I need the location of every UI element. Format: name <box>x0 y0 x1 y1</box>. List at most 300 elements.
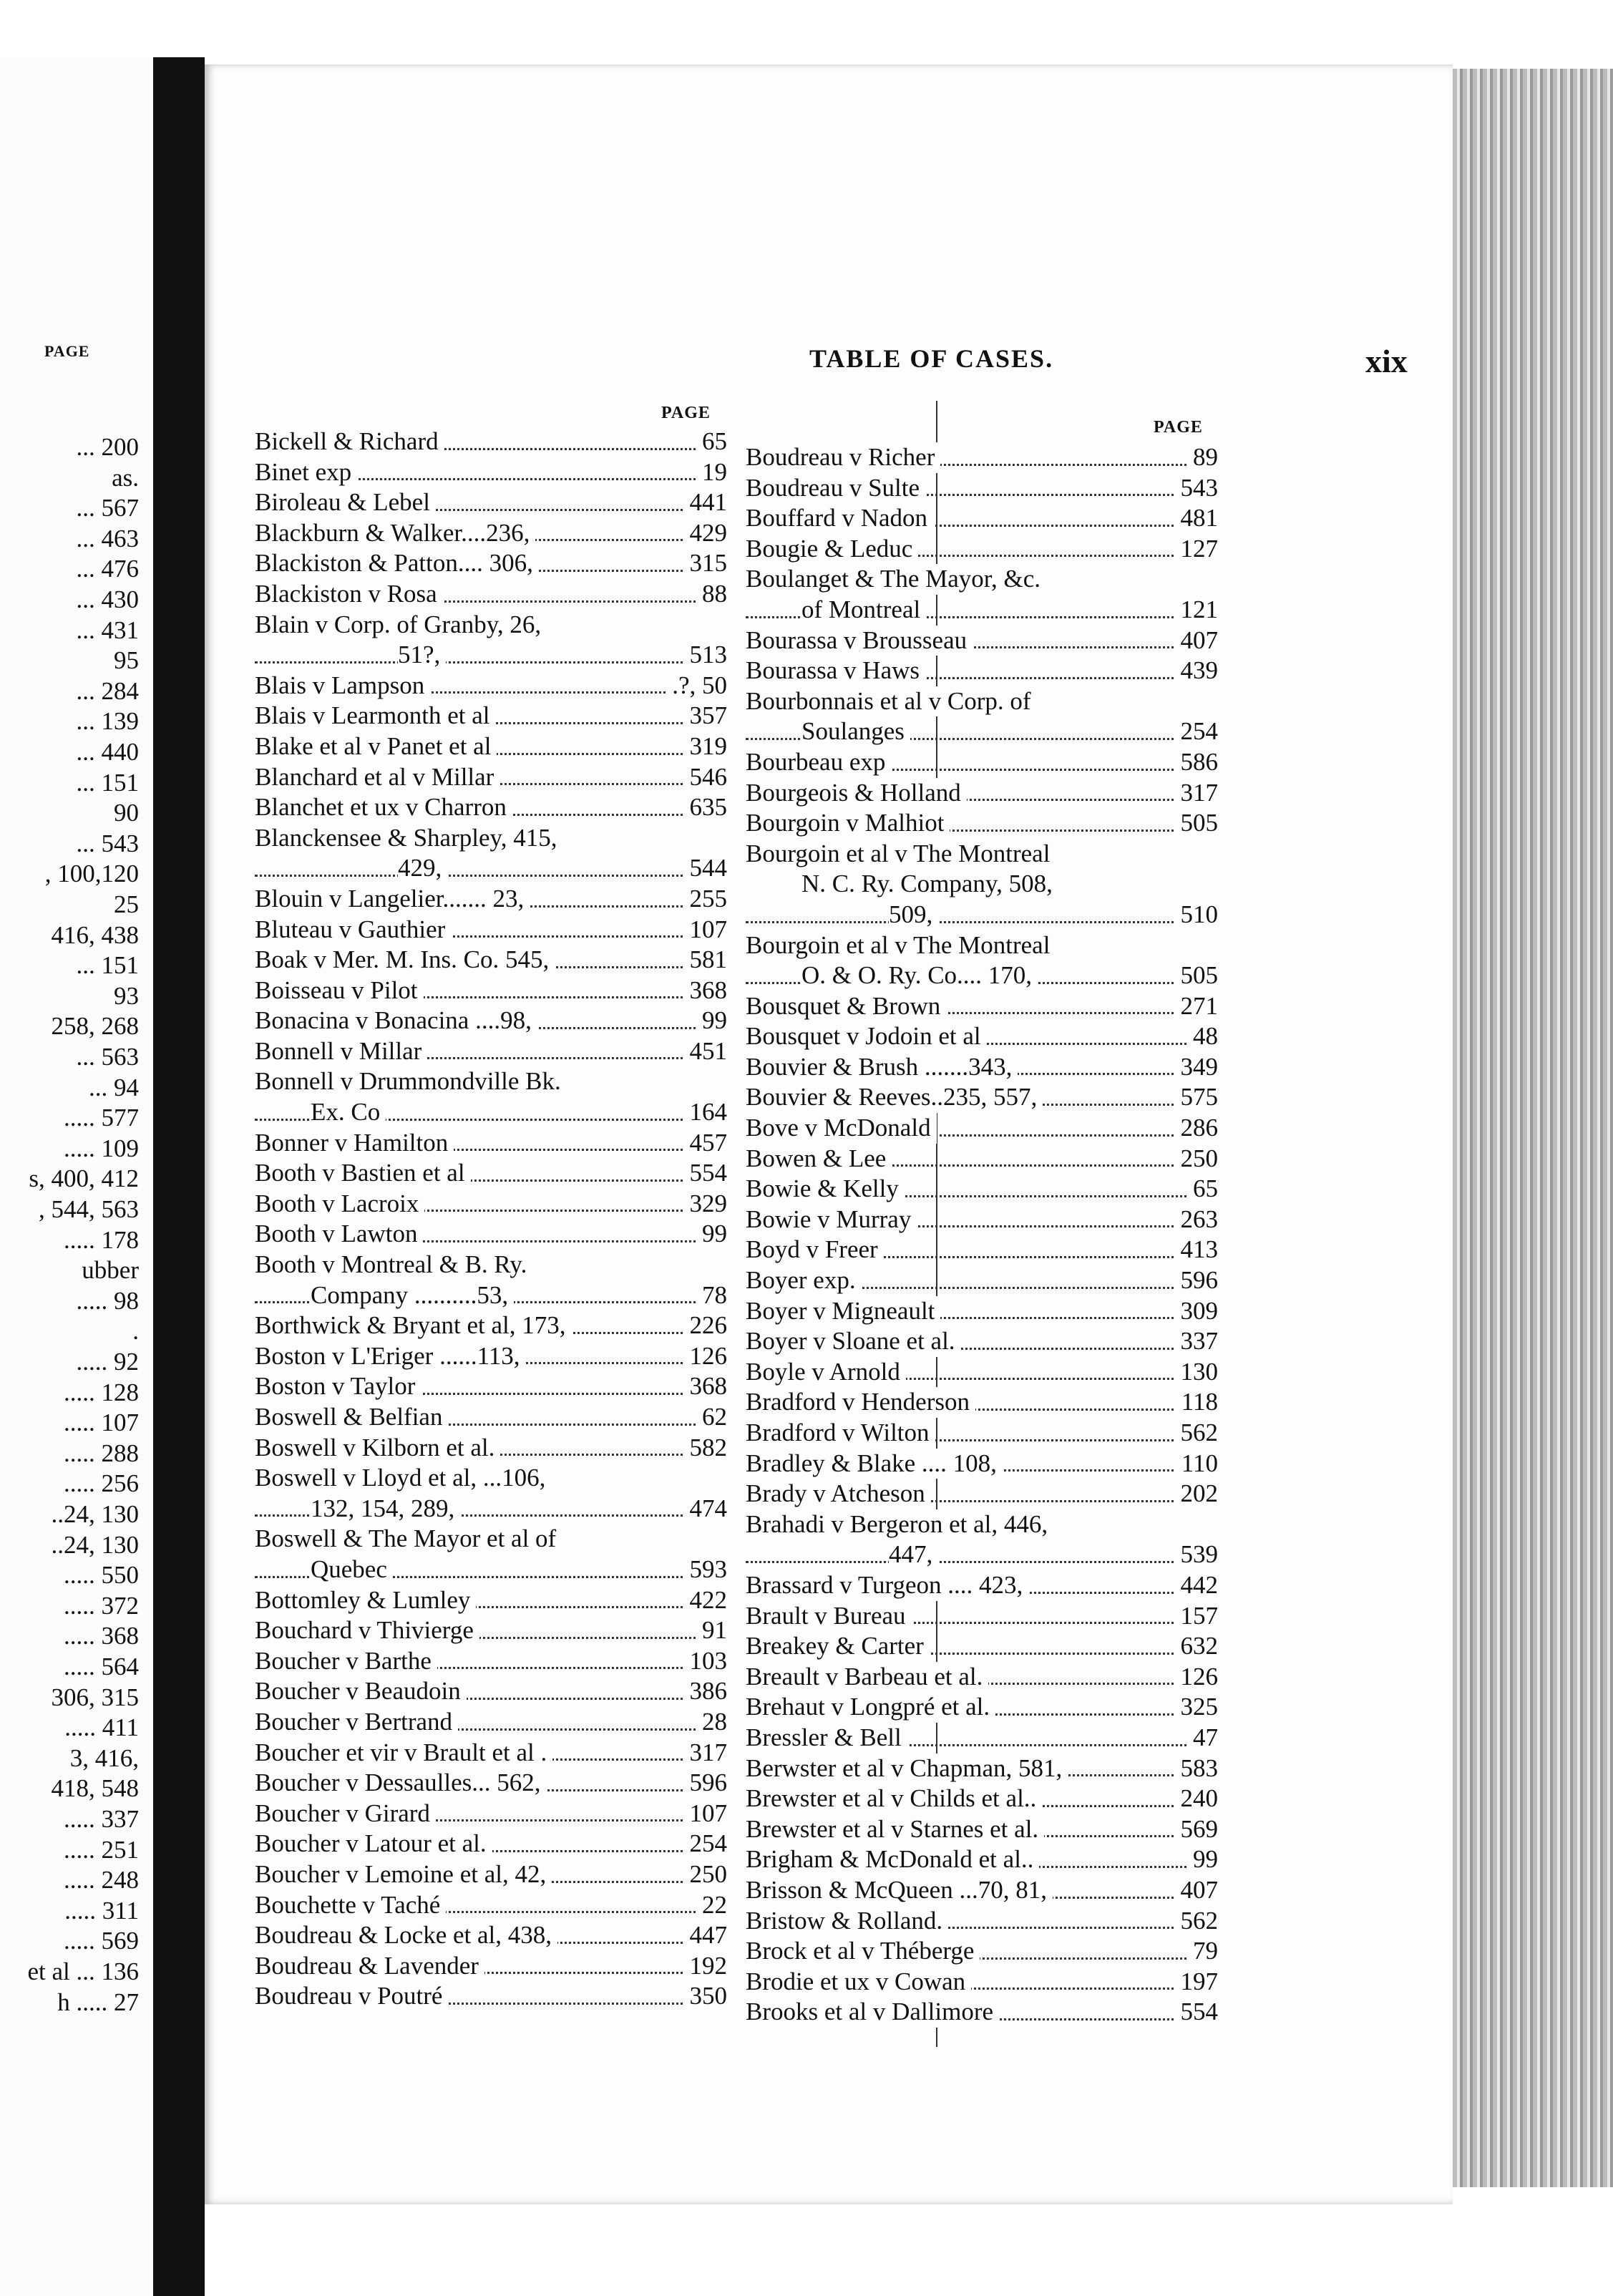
index-entry <box>255 1036 727 1067</box>
index-entry <box>746 960 1218 991</box>
index-entry <box>746 1082 1218 1113</box>
case-name: 447, <box>889 1539 938 1570</box>
case-name: Bourassa v Haws <box>746 656 925 686</box>
index-entry <box>255 1433 727 1464</box>
case-page-number: 575 <box>1175 1082 1219 1113</box>
facing-page-line: ... 151 <box>76 768 139 797</box>
case-name: Bourbeau exp <box>746 747 891 778</box>
case-page-number: 197 <box>1175 1967 1219 1998</box>
case-page-number: .?, 50 <box>666 671 727 701</box>
case-page-number: 79 <box>1187 1936 1218 1967</box>
case-name: Blackburn & Walker....236, <box>255 518 535 549</box>
facing-page-line: ... 463 <box>76 524 139 553</box>
case-page-number: 546 <box>684 762 728 793</box>
case-page-number: 286 <box>1175 1113 1219 1144</box>
case-page-number: 315 <box>684 548 728 579</box>
index-entry <box>746 716 1218 747</box>
case-name: Binet exp <box>255 457 357 488</box>
case-name: Bourgoin et al v The Montreal <box>746 930 1056 961</box>
case-page-number: 337 <box>1175 1326 1219 1357</box>
case-name: Quebec <box>311 1555 393 1585</box>
case-name: Ex. Co <box>311 1097 386 1128</box>
case-name: Bourassa v Brousseau <box>746 626 973 656</box>
case-page-number: 562 <box>1175 1418 1219 1449</box>
case-name: Biroleau & Lebel <box>255 487 436 518</box>
case-page-number: 368 <box>684 1371 728 1402</box>
case-page-number: 569 <box>1175 1814 1219 1845</box>
case-page-number: 240 <box>1175 1784 1219 1814</box>
index-entry <box>746 1021 1218 1052</box>
facing-page-line: ..... 311 <box>64 1896 139 1925</box>
case-name: Brault v Bureau <box>746 1601 912 1632</box>
case-name: Boudreau v Poutré <box>255 1981 448 2012</box>
case-name: Boucher v Lemoine et al, 42, <box>255 1859 552 1890</box>
facing-page-line: ..... 248 <box>64 1866 139 1894</box>
column-1-page-label: PAGE <box>661 404 711 422</box>
case-name: Bouvier & Reeves..235, 557, <box>746 1082 1043 1113</box>
case-page-number: 48 <box>1187 1021 1218 1052</box>
case-name: Boucher v Dessaulles... 562, <box>255 1768 547 1799</box>
index-entry <box>255 1097 727 1128</box>
case-name: Blouin v Langelier....... 23, <box>255 884 530 915</box>
case-page-number: 121 <box>1175 595 1219 626</box>
case-page-number: 271 <box>1175 991 1219 1022</box>
facing-page-line: ..... 577 <box>64 1104 139 1132</box>
leader-dots <box>746 1561 1218 1563</box>
case-name: Boucher et vir v Brault et al . <box>255 1738 552 1769</box>
case-name: Boudreau v Sulte <box>746 473 925 504</box>
case-name: Brooks et al v Dallimore <box>746 1997 999 2028</box>
index-entry <box>746 1936 1218 1967</box>
case-page-number: 62 <box>696 1402 727 1433</box>
index-entry <box>746 1387 1218 1418</box>
index-entry <box>746 626 1218 656</box>
case-name: Bougie & Leduc <box>746 534 918 565</box>
case-name: Blackiston & Patton.... 306, <box>255 548 539 579</box>
facing-page-line: ... 567 <box>76 494 139 522</box>
case-page-number: 581 <box>684 945 728 976</box>
case-page-number: 254 <box>1175 716 1219 747</box>
index-entry <box>746 1235 1218 1265</box>
case-page-number: 554 <box>684 1158 728 1189</box>
case-name: Breault v Barbeau et al. <box>746 1662 988 1693</box>
facing-page-line: , 544, 563 <box>39 1195 139 1223</box>
index-entry <box>255 1371 727 1402</box>
index-entry <box>746 1692 1218 1723</box>
case-name: Boyer exp. <box>746 1265 862 1296</box>
index-entry <box>255 1799 727 1829</box>
case-page-number: 481 <box>1175 503 1219 534</box>
case-name: Boucher v Bertrand <box>255 1707 458 1738</box>
case-page-number: 202 <box>1175 1479 1219 1509</box>
case-page-number: 99 <box>696 1006 727 1036</box>
case-name: Boyle v Arnold <box>746 1357 906 1388</box>
index-entry <box>746 1509 1218 1540</box>
case-page-number: 368 <box>684 976 728 1006</box>
case-name: Booth v Montreal & B. Ry. <box>255 1250 532 1280</box>
index-entry <box>746 1205 1218 1235</box>
case-name: Bonnell v Drummondville Bk. <box>255 1066 567 1097</box>
facing-page-line: ..... 256 <box>64 1469 139 1498</box>
index-column-1 <box>255 427 727 2012</box>
case-page-number: 164 <box>684 1097 728 1128</box>
case-page-number: 255 <box>684 884 728 915</box>
case-page-number: 89 <box>1187 442 1218 473</box>
case-name: Brady v Atcheson <box>746 1479 931 1509</box>
index-entry <box>255 1890 727 1921</box>
case-name: Bove v McDonald <box>746 1113 937 1144</box>
case-name: 132, 154, 289, <box>311 1494 460 1524</box>
case-name: Bouffard v Nadon <box>746 503 933 534</box>
case-name: Brisson & McQueen ...70, 81, <box>746 1875 1053 1906</box>
index-entry <box>746 503 1218 534</box>
case-page-number: 596 <box>684 1768 728 1799</box>
column-2-page-label: PAGE <box>1154 418 1203 437</box>
case-name: Brewster et al v Childs et al.. <box>746 1784 1042 1814</box>
facing-page-line: ... 543 <box>76 829 139 857</box>
index-entry <box>255 1128 727 1159</box>
case-name: Bouvier & Brush .......343, <box>746 1052 1018 1083</box>
case-name: Soulanges <box>801 716 910 747</box>
case-name: Bourbonnais et al v Corp. of <box>746 686 1037 717</box>
case-page-number: 22 <box>696 1890 727 1921</box>
case-page-number: 407 <box>1175 1875 1219 1906</box>
case-page-number: 78 <box>696 1280 727 1311</box>
case-page-number: 439 <box>1175 656 1219 686</box>
index-entry <box>746 1539 1218 1570</box>
case-name: Bluteau v Gauthier <box>255 915 451 945</box>
case-name: Boak v Mer. M. Ins. Co. 545, <box>255 945 555 976</box>
index-entry <box>255 610 727 641</box>
case-name: Bradford v Henderson <box>746 1387 975 1418</box>
index-entry <box>255 762 727 793</box>
index-entry <box>255 1189 727 1220</box>
case-page-number: 329 <box>684 1189 728 1220</box>
case-name: Brahadi v Bergeron et al, 446, <box>746 1509 1053 1540</box>
case-page-number: 582 <box>684 1433 728 1464</box>
case-name: Booth v Lawton <box>255 1219 423 1250</box>
facing-page-line: 416, 438 <box>51 920 139 949</box>
case-page-number: 250 <box>684 1859 728 1890</box>
index-entry <box>255 1219 727 1250</box>
index-entry <box>255 427 727 457</box>
case-page-number: 349 <box>1175 1052 1219 1083</box>
case-page-number: 254 <box>684 1829 728 1859</box>
case-name: Booth v Lacroix <box>255 1189 424 1220</box>
case-page-number: 107 <box>684 915 728 945</box>
facing-page-line: . <box>132 1317 139 1346</box>
case-page-number: 510 <box>1175 900 1219 930</box>
index-entry <box>746 900 1218 930</box>
index-entry <box>255 1494 727 1524</box>
case-page-number: 413 <box>1175 1235 1219 1265</box>
facing-page-line: ... 430 <box>76 585 139 613</box>
case-page-number: 441 <box>684 487 728 518</box>
facing-page-line: ... 94 <box>89 1073 139 1101</box>
index-entry <box>255 945 727 976</box>
facing-page-line: et al ... 136 <box>27 1957 139 1985</box>
index-entry <box>746 534 1218 565</box>
case-page-number: 457 <box>684 1128 728 1159</box>
index-entry <box>746 442 1218 473</box>
index-entry <box>255 1585 727 1616</box>
case-name: Bradley & Blake .... 108, <box>746 1449 1003 1479</box>
case-name: Bowen & Lee <box>746 1144 892 1174</box>
facing-page-line: ..... 368 <box>64 1622 139 1650</box>
case-page-number: 422 <box>684 1585 728 1616</box>
index-entry <box>746 930 1218 961</box>
case-page-number: 126 <box>1175 1662 1219 1693</box>
index-entry <box>255 1524 727 1555</box>
index-entry <box>746 1753 1218 1784</box>
facing-page-line: ubber <box>82 1256 139 1285</box>
case-page-number: 442 <box>1175 1570 1219 1601</box>
facing-page-line: ..24, 130 <box>51 1500 139 1528</box>
case-page-number: 586 <box>1175 747 1219 778</box>
case-name: Boswell v Kilborn et al. <box>255 1433 500 1464</box>
index-entry <box>746 686 1218 717</box>
index-entry <box>255 1646 727 1677</box>
facing-page-line: ..... 337 <box>64 1805 139 1833</box>
index-entry <box>746 1967 1218 1998</box>
index-entry <box>746 869 1218 900</box>
facing-page-line: ... 139 <box>76 707 139 736</box>
case-page-number: 99 <box>1187 1844 1218 1875</box>
case-name: Boudreau & Lavender <box>255 1951 484 1982</box>
index-entry <box>255 1981 727 2012</box>
index-entry <box>255 1951 727 1982</box>
index-entry <box>746 1113 1218 1144</box>
facing-page-line: ..... 128 <box>64 1378 139 1406</box>
facing-page-line: ..... 98 <box>76 1286 139 1315</box>
index-entry <box>255 1676 727 1707</box>
index-entry <box>746 1814 1218 1845</box>
case-page-number: 91 <box>696 1615 727 1646</box>
case-page-number: 543 <box>1175 473 1219 504</box>
index-entry <box>255 915 727 945</box>
index-entry <box>255 518 727 549</box>
case-page-number: 157 <box>1175 1601 1219 1632</box>
case-name: Boudreau & Locke et al, 438, <box>255 1920 557 1951</box>
index-entry <box>746 1844 1218 1875</box>
case-page-number: 357 <box>684 701 728 731</box>
index-entry <box>255 1310 727 1341</box>
case-page-number: 317 <box>684 1738 728 1769</box>
case-page-number: 65 <box>1187 1174 1218 1205</box>
case-name: Boyd v Freer <box>746 1235 884 1265</box>
facing-page-line: ..... 550 <box>64 1561 139 1590</box>
case-page-number: 317 <box>1175 778 1219 809</box>
page-number: xix <box>1365 343 1408 379</box>
index-entry <box>746 991 1218 1022</box>
facing-page-fragment <box>0 57 153 2296</box>
case-name: Boswell & The Mayor et al of <box>255 1524 562 1555</box>
facing-page-line: 306, 315 <box>51 1683 139 1711</box>
index-entry <box>746 1723 1218 1753</box>
case-page-number: 110 <box>1176 1449 1218 1479</box>
case-page-number: 350 <box>684 1981 728 2012</box>
facing-page-line: ... 431 <box>76 616 139 644</box>
facing-page-line: 95 <box>114 646 139 675</box>
case-name: N. C. Ry. Company, 508, <box>801 869 1058 900</box>
case-page-number: 632 <box>1175 1631 1219 1662</box>
case-name: Berwster et al v Chapman, 581, <box>746 1753 1068 1784</box>
case-page-number: 107 <box>684 1799 728 1829</box>
case-name: Bonner v Hamilton <box>255 1128 454 1159</box>
case-name: Bressler & Bell <box>746 1723 907 1753</box>
case-page-number: 513 <box>684 640 728 671</box>
facing-page-line: 90 <box>114 799 139 827</box>
index-entry <box>255 701 727 731</box>
index-entry <box>255 1555 727 1585</box>
index-entry <box>746 1052 1218 1083</box>
case-name: Bourgeois & Holland <box>746 778 967 809</box>
case-name: 509, <box>889 900 938 930</box>
case-page-number: 47 <box>1187 1723 1218 1753</box>
case-name: Boswell v Lloyd et al, ...106, <box>255 1463 551 1494</box>
index-entry <box>746 1997 1218 2028</box>
case-name: Bowie & Kelly <box>746 1174 905 1205</box>
facing-page-label: PAGE <box>44 342 90 360</box>
facing-page-line: 418, 548 <box>51 1774 139 1803</box>
index-entry <box>255 1829 727 1859</box>
facing-page-line: ... 563 <box>76 1043 139 1071</box>
case-name: Bottomley & Lumley <box>255 1585 476 1616</box>
case-page-number: 309 <box>1175 1296 1219 1327</box>
case-page-number: 226 <box>684 1310 728 1341</box>
case-page-number: 429 <box>684 518 728 549</box>
facing-page-line: s, 400, 412 <box>29 1164 139 1193</box>
index-entry <box>255 1707 727 1738</box>
case-page-number: 65 <box>696 427 727 457</box>
index-entry <box>746 1875 1218 1906</box>
index-entry <box>255 1920 727 1951</box>
index-entry <box>746 1449 1218 1479</box>
case-page-number: 505 <box>1175 960 1219 991</box>
index-entry <box>746 778 1218 809</box>
index-entry <box>746 1784 1218 1814</box>
case-name: Brehaut v Longpré et al. <box>746 1692 995 1723</box>
index-entry <box>255 1341 727 1372</box>
case-name: 429, <box>398 853 447 884</box>
index-page <box>205 64 1453 2204</box>
case-name: 51?, <box>398 640 446 671</box>
index-entry <box>255 1280 727 1311</box>
index-entry <box>746 1265 1218 1296</box>
index-entry <box>255 1738 727 1769</box>
facing-page-line: ..... 107 <box>64 1409 139 1437</box>
index-entry <box>255 1615 727 1646</box>
index-entry <box>255 884 727 915</box>
case-page-number: 118 <box>1176 1387 1218 1418</box>
index-entry <box>255 1158 727 1189</box>
case-name: Boston v L'Eriger ......113, <box>255 1341 526 1372</box>
facing-page-line: ..... 251 <box>64 1835 139 1864</box>
index-entry <box>255 1859 727 1890</box>
case-name: Blanckensee & Sharpley, 415, <box>255 823 562 854</box>
index-entry <box>746 595 1218 626</box>
page-block-edge <box>1453 69 1613 2187</box>
case-page-number: 583 <box>1175 1753 1219 1784</box>
index-entry <box>255 579 727 610</box>
facing-page-line: ... 440 <box>76 738 139 766</box>
case-name: Blackiston v Rosa <box>255 579 443 610</box>
index-entry <box>255 976 727 1006</box>
index-entry <box>746 1631 1218 1662</box>
case-page-number: 88 <box>696 579 727 610</box>
index-entry <box>255 853 727 884</box>
facing-page-line: 25 <box>114 890 139 918</box>
case-name: Bouchard v Thivierge <box>255 1615 479 1646</box>
case-name: Bourgoin v Malhiot <box>746 808 950 839</box>
index-entry <box>255 1463 727 1494</box>
case-name: Bonacina v Bonacina ....98, <box>255 1006 537 1036</box>
leader-dots <box>255 661 727 663</box>
case-page-number: 99 <box>696 1219 727 1250</box>
case-page-number: 28 <box>696 1707 727 1738</box>
facing-page-line: ..24, 130 <box>51 1530 139 1559</box>
case-page-number: 126 <box>684 1341 728 1372</box>
case-page-number: 505 <box>1175 808 1219 839</box>
case-page-number: 596 <box>1175 1265 1219 1296</box>
case-name: Blais v Lampson <box>255 671 430 701</box>
case-name: Blain v Corp. of Granby, 26, <box>255 610 547 641</box>
index-entry <box>746 1662 1218 1693</box>
case-page-number: 386 <box>684 1676 728 1707</box>
index-entry <box>746 656 1218 686</box>
case-page-number: 127 <box>1175 534 1219 565</box>
facing-page-line: h ..... 27 <box>57 1988 139 2016</box>
case-name: Borthwick & Bryant et al, 173, <box>255 1310 572 1341</box>
case-name: Bristow & Rolland. <box>746 1906 948 1937</box>
case-page-number: 263 <box>1175 1205 1219 1235</box>
case-name: Boisseau v Pilot <box>255 976 424 1006</box>
index-entry <box>746 747 1218 778</box>
index-entry <box>746 1418 1218 1449</box>
facing-page-line: as. <box>112 463 139 492</box>
case-page-number: 447 <box>684 1920 728 1951</box>
case-name: O. & O. Ry. Co.... 170, <box>801 960 1038 991</box>
index-entry <box>746 1326 1218 1357</box>
index-entry <box>255 457 727 488</box>
case-page-number: 103 <box>684 1646 728 1677</box>
facing-page-line: 93 <box>114 981 139 1010</box>
facing-page-line: ..... 109 <box>64 1134 139 1162</box>
index-entry <box>746 473 1218 504</box>
index-entry <box>255 1006 727 1036</box>
index-entry <box>746 808 1218 839</box>
case-page-number: 451 <box>684 1036 728 1067</box>
case-name: Boucher v Beaudoin <box>255 1676 467 1707</box>
facing-page-line: ... 284 <box>76 676 139 705</box>
case-name: Blanchard et al v Millar <box>255 762 500 793</box>
case-name: Boucher v Latour et al. <box>255 1829 492 1859</box>
case-page-number: 325 <box>1175 1692 1219 1723</box>
index-entry <box>255 731 727 762</box>
index-entry <box>746 1144 1218 1174</box>
facing-page-line: ..... 564 <box>64 1653 139 1680</box>
index-column-2 <box>746 442 1218 2028</box>
facing-page-line: ... 200 <box>76 433 139 461</box>
case-page-number: 250 <box>1175 1144 1219 1174</box>
case-name: Bouchette v Taché <box>255 1890 446 1921</box>
index-entry <box>255 487 727 518</box>
index-entry <box>746 564 1218 595</box>
index-entry <box>746 1570 1218 1601</box>
case-name: Brigham & McDonald et al.. <box>746 1844 1039 1875</box>
case-name: Boulanget & The Mayor, &c. <box>746 564 1046 595</box>
case-name: Breakey & Carter <box>746 1631 930 1662</box>
